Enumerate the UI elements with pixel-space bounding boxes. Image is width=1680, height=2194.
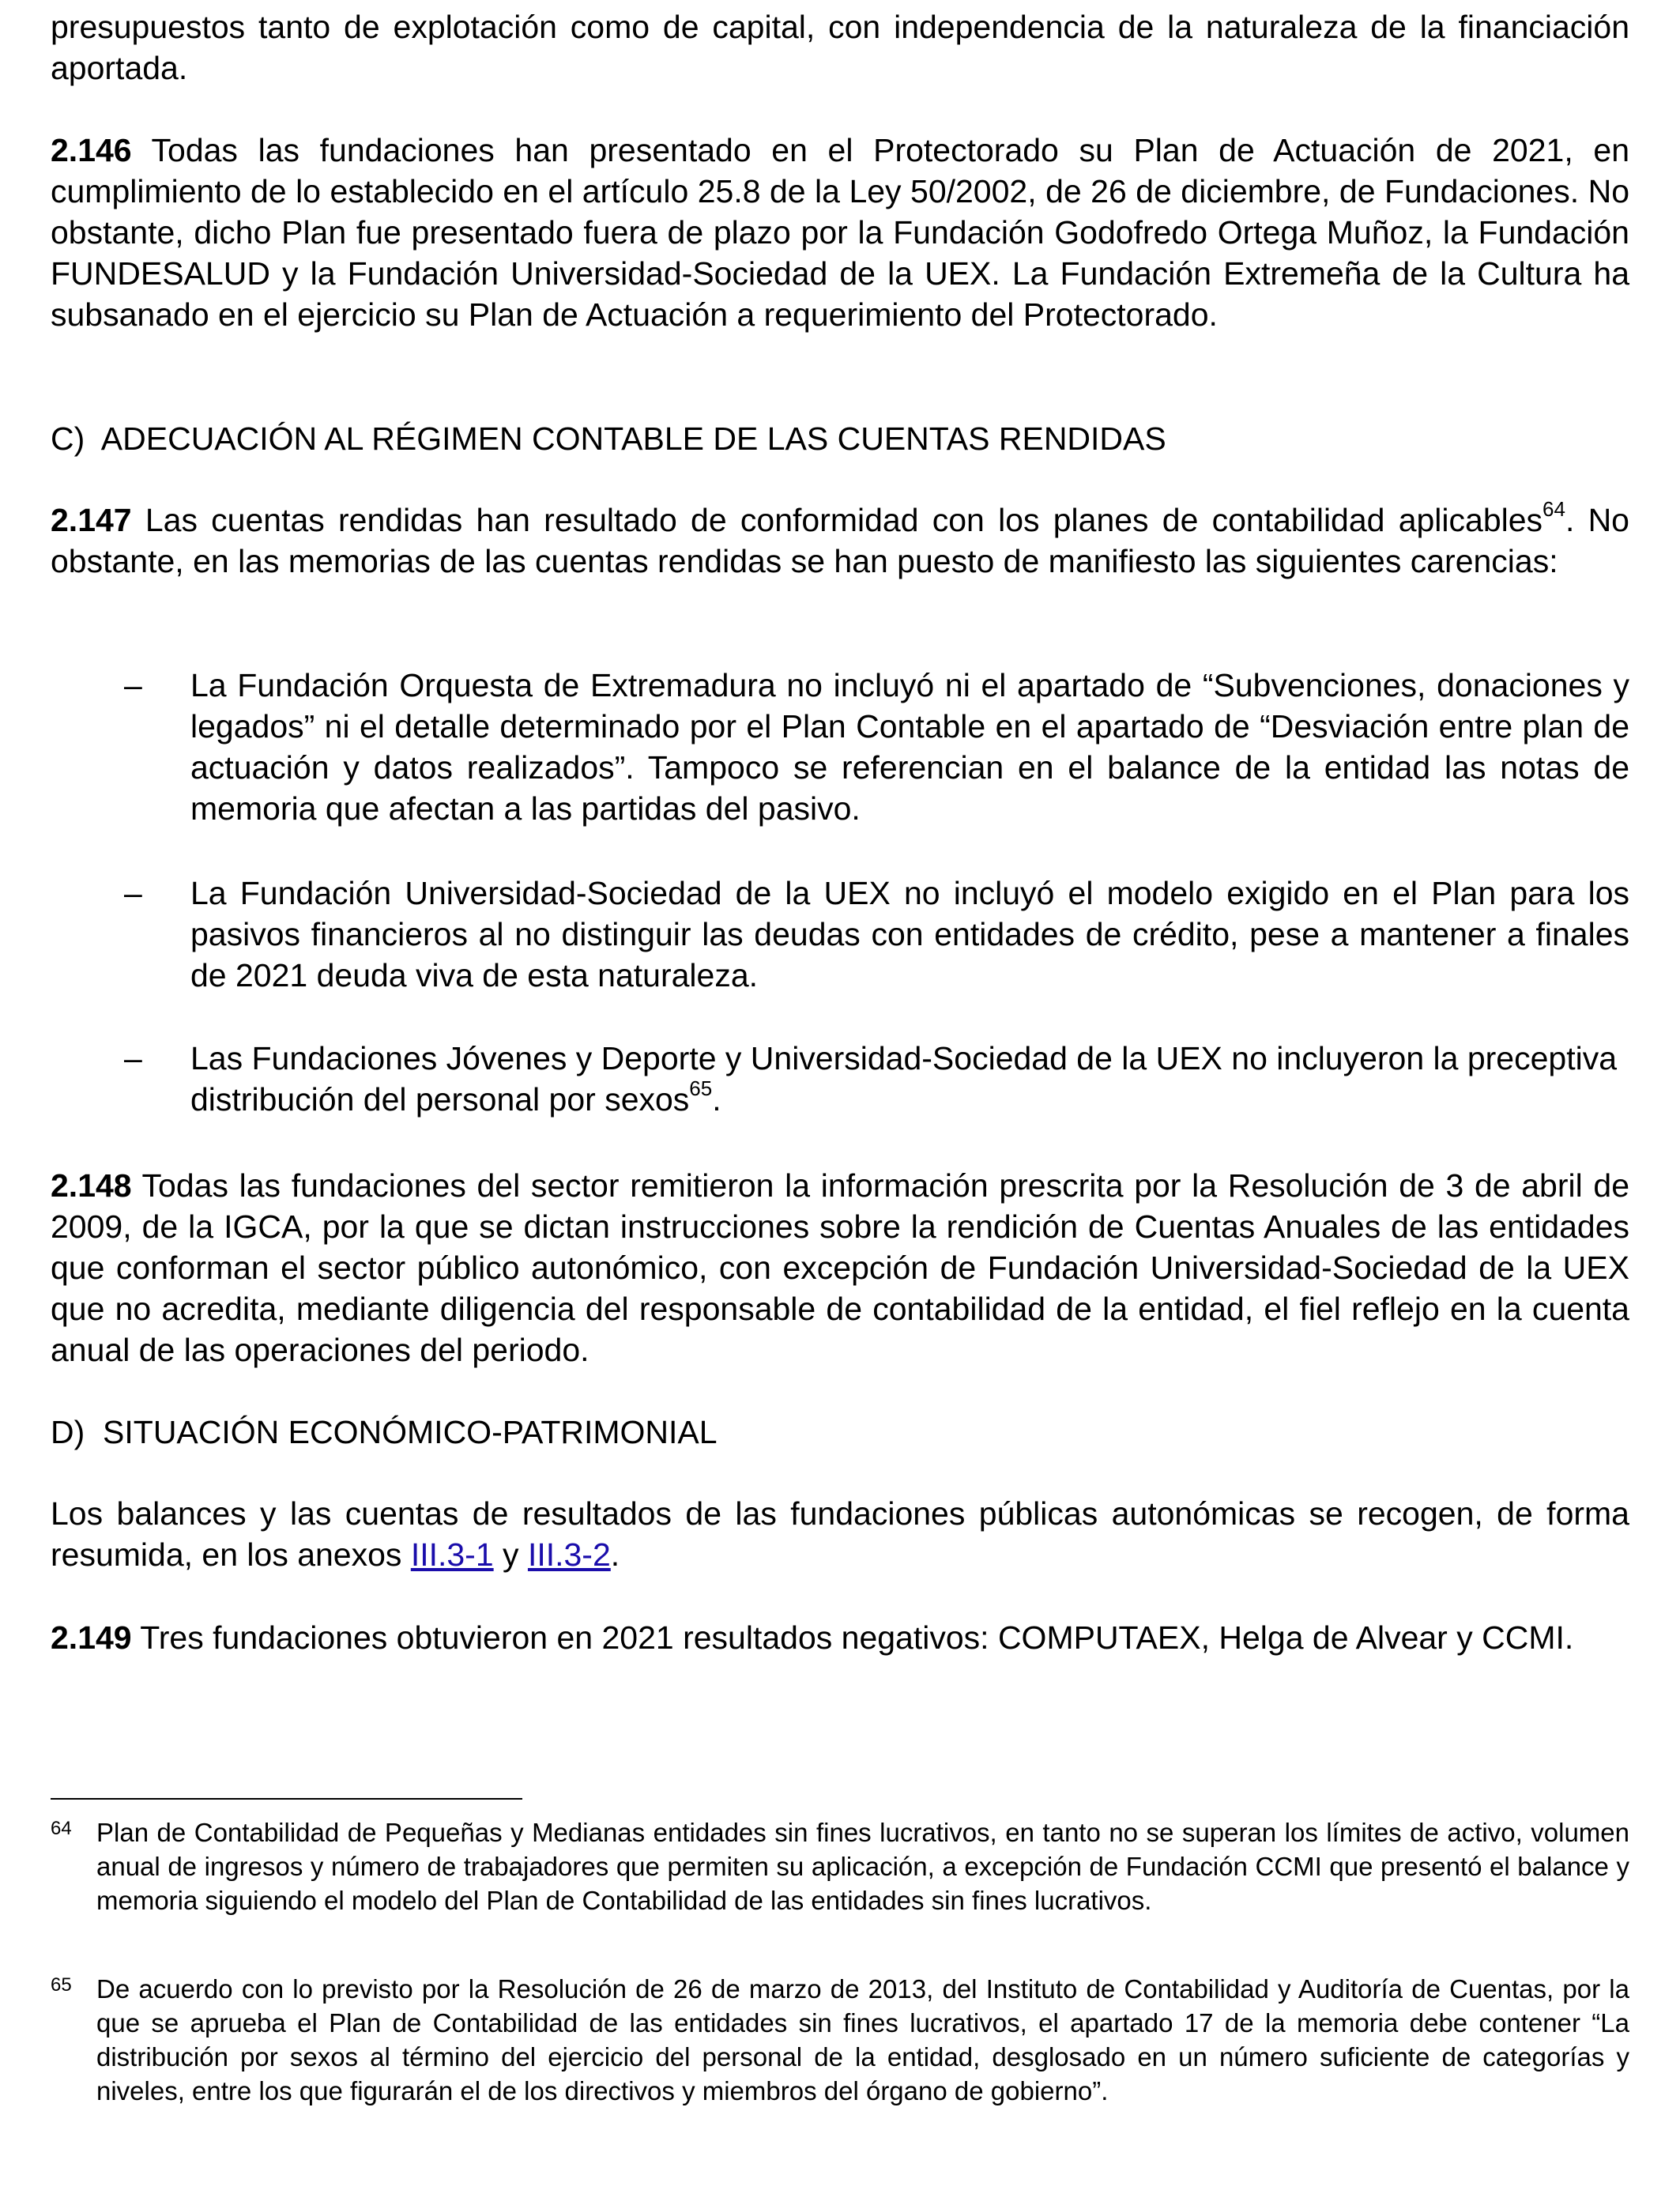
footnote-text: De acuerdo con lo previsto por la Resolución de 26 de marzo de 2013, del Instituto de Contabilidad y Auditoría de Cuentas, por la que se aprueba el Plan de Contabilidad de las entidades sin fines lucrativos, el apartado 17 de la memoria debe contener “La distribución por sexos al término del ejercicio del personal de la entidad, desglosado en un número suficiente de categorías y niveles, entre los que figurarán el de los directivos y miembros del órgano de gobierno”. (96, 1974, 1629, 2105)
paragraph-text: Tres fundaciones obtuvieron en 2021 resultados negativos: COMPUTAEX, Helga de Alvear y CCMI. (131, 1619, 1574, 1656)
annex-link-iii-3-1[interactable]: III.3-1 (410, 1536, 494, 1573)
paragraph-2-148 (51, 1165, 1629, 1370)
footnote-number: 65 (51, 1974, 72, 1996)
bullet-text: La Fundación Universidad-Sociedad de la UEX no incluyó el modelo exigido en el Plan para los pasivos financieros al no distinguir las deudas con entidades de crédito, pese a mantener a finales de 2021 deuda viva de esta naturaleza. (190, 875, 1629, 993)
paragraph-2-147 (51, 499, 1629, 582)
bullet-item-1 (51, 665, 1629, 829)
annex-link-iii-3-2[interactable]: III.3-2 (527, 1536, 611, 1573)
paragraph-text-cont: . No obstante, en las memorias de las cuentas rendidas se han puesto de manifiesto las siguientes carencias: (51, 502, 1629, 579)
paragraph-end: . (610, 1536, 620, 1573)
footnote-number: 64 (51, 1818, 72, 1839)
bullet-text-end: . (712, 1081, 721, 1118)
paragraph-text: Todas las fundaciones del sector remitieron la información prescrita por la Resolución de 3 de abril de 2009, de la IGCA, por la que se dictan instrucciones sobre la rendición de Cuentas Anuales de las entidades que conforman el sector público autonómico, con excepción de Fundación Universidad-Sociedad de la UEX que no acredita, mediante diligencia del responsable de contabilidad de la entidad, el fiel reflejo en la cuenta anual de las operaciones del periodo. (51, 1167, 1629, 1368)
paragraph-text: Las cuentas rendidas han resultado de conformidad con los planes de contabilidad aplicables (131, 502, 1543, 538)
bullet-text (190, 1038, 1629, 1120)
footnote-text: Plan de Contabilidad de Pequeñas y Medianas entidades sin fines lucrativos, en tanto no se superan los límites de activo, volumen anual de ingresos y número de trabajadores que permiten su aplicación, a excepción de Fundación CCMI que presentó el balance y memoria siguiendo el modelo del Plan de Contabilidad de las entidades sin fines lucrativos. (96, 1818, 1629, 1915)
paragraph-number: 2.146 (51, 132, 132, 168)
dash-bullet-icon: – (124, 875, 142, 911)
paragraph-balances (51, 1493, 1629, 1575)
dash-bullet-icon: – (124, 1040, 142, 1076)
footnote-ref-64[interactable]: 64 (1543, 497, 1565, 522)
paragraph-number: 2.148 (51, 1167, 132, 1204)
bullet-text: La Fundación Orquesta de Extremadura no incluyó ni el apartado de “Subvenciones, donaciones y legados” ni el detalle determinado por el Plan Contable en el apartado de “Desviación entre plan de actuación y datos realizados”. Tampoco se referencian en el balance de la entidad las notas de memoria que afectan a las partidas del pasivo. (190, 667, 1629, 827)
bullet-item-3 (51, 1038, 1629, 1120)
paragraph-number: 2.149 (51, 1619, 132, 1656)
bullet-text-main: Las Fundaciones Jóvenes y Deporte y Universidad-Sociedad de la UEX no incluyeron la preceptiva distribución del personal por sexos (190, 1040, 1618, 1118)
paragraph-text: Los balances y las cuentas de resultados de las fundaciones públicas autonómicas se recogen, de forma resumida, en los anexos (51, 1495, 1629, 1573)
paragraph-2-149 (51, 1617, 1629, 1658)
footnote-separator (51, 1798, 522, 1800)
dash-bullet-icon: – (124, 667, 142, 703)
footnote-ref-65[interactable]: 65 (689, 1076, 713, 1101)
paragraph-2-146 (51, 130, 1629, 335)
footnote-64 (51, 1815, 1629, 1917)
footnote-65 (51, 1972, 1629, 2108)
link-separator: y (493, 1536, 528, 1573)
bullet-item-2 (51, 873, 1629, 996)
paragraph-text: Todas las fundaciones han presentado en el Protectorado su Plan de Actuación de 2021, en cumplimiento de lo establecido en el artículo 25.8 de la Ley 50/2002, de 26 de diciembre, de Fundaciones. No obstante, dicho Plan fue presentado fuera de plazo por la Fundación Godofredo Ortega Muñoz, la Fundación FUNDESALUD y la Fundación Universidad-Sociedad de la UEX. La Fundación Extremeña de la Cultura ha subsanado en el ejercicio su Plan de Actuación a requerimiento del Protectorado. (51, 132, 1629, 333)
section-heading-c: C) ADECUACIÓN AL RÉGIMEN CONTABLE DE LAS CUENTAS RENDIDAS (51, 420, 1166, 457)
paragraph-number: 2.147 (51, 502, 132, 538)
paragraph-intro: presupuestos tanto de explotación como de capital, con independencia de la naturaleza de la financiación aportada. (51, 9, 1629, 86)
section-heading-d: D) SITUACIÓN ECONÓMICO-PATRIMONIAL (51, 1414, 718, 1450)
